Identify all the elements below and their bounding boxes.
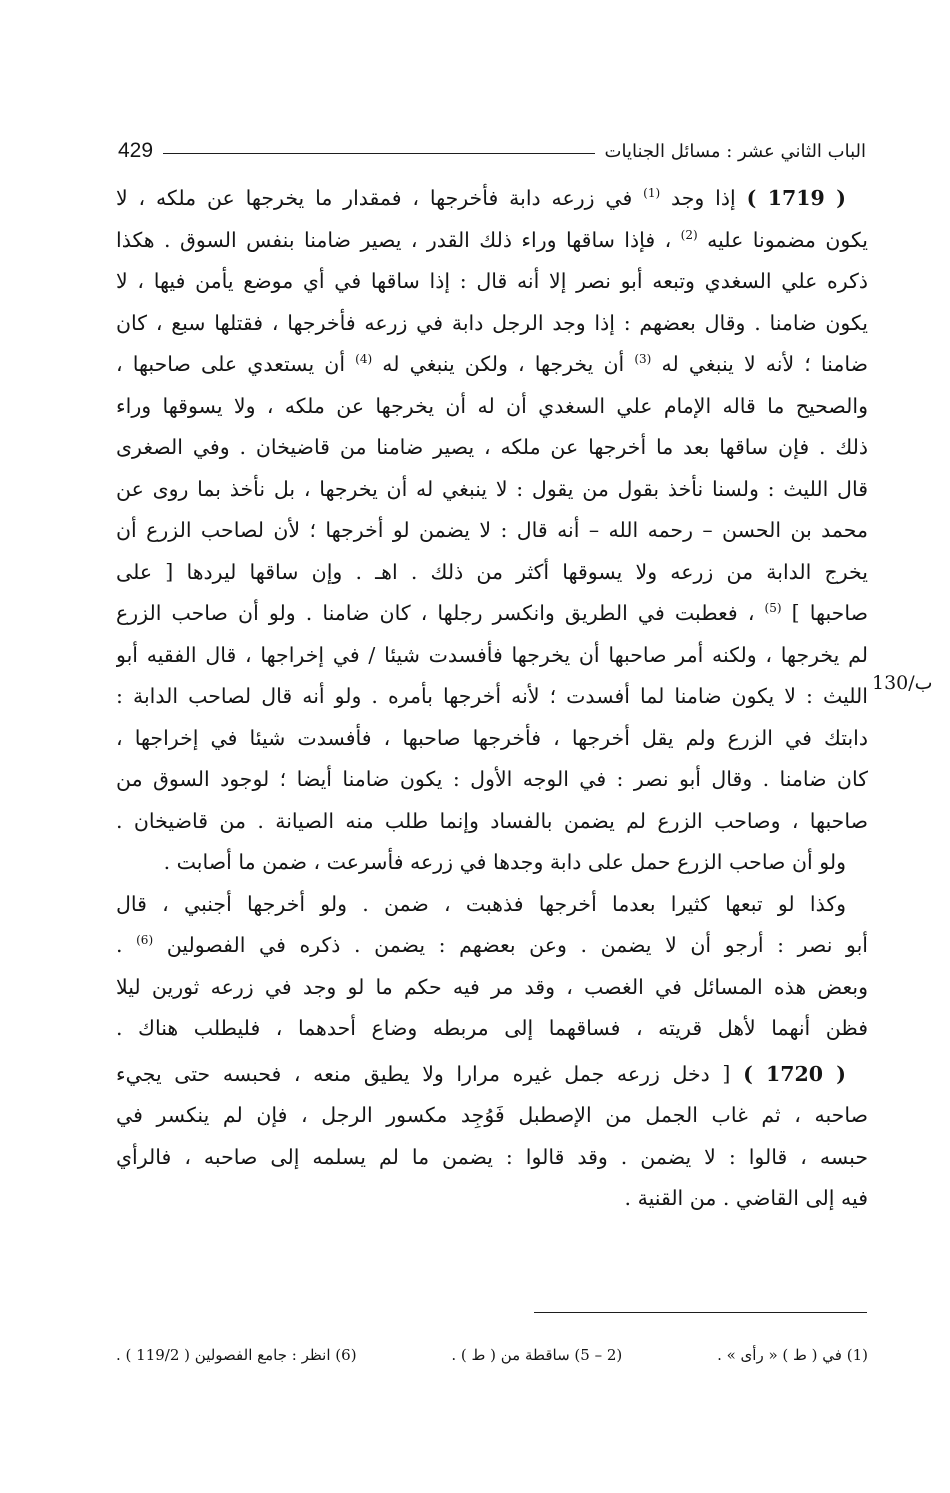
paragraph-text: إذا وجد $^{(1)}$ في زرعه دابة فأخرجها ، فمقدار ما يخرجها عن ملكه ، لا (116, 186, 736, 210)
footnote: (1) في ( ط ) « رأى » . (717, 1346, 868, 1364)
text-line: ذكره علي السغدي وتبعه أبو نصر إلا أنه قال : إذا ساقها في أي موضع يأمن فيها ، لا (116, 269, 868, 293)
text-line: صاحبه ، ثم غاب الجمل من الإصطبل فَوُجِد مكسور الرجل ، فإن لم ينكسر في (116, 1103, 868, 1127)
paragraph-text: [ دخل زرعه جمل غيره مرارا ولا يطيق منعه ، فحبسه حتى يجيء (116, 1061, 731, 1086)
text-line: ذلك . فإن ساقها بعد ما أخرجها عن ملكه ، يصير ضامنا من قاضيخان . وفي الصغرى (116, 435, 868, 459)
text-line: يكون مضمونا عليه $^{(2)}$ ، فإذا ساقها وراء ذلك القدر ، يصير ضامنا بنفس السوق . هكذا (116, 227, 868, 252)
entry-number: ( 1719 ) (746, 186, 846, 210)
text-line: لم يخرجها ، ولكنه أمر صاحبها أن يخرجها فأفسدت شيئا / في إخراجها ، قال الفقيه أبو (116, 642, 868, 667)
text-line: حبسه ، قالوا : لا يضمن . وقد قالوا : يضمن ما لم يسلمه إلى صاحبه ، فالرأي (116, 1144, 868, 1169)
footnote-separator (534, 1312, 867, 1313)
text-line: يخرج الدابة من زرعه ولا يسوقها أكثر من ذلك . اهـ . وإن ساقها ليردها [ على (116, 559, 868, 584)
footnote-marker: (3) (634, 352, 652, 367)
entry-number: ( 1720 ) (743, 1061, 846, 1086)
text-line: دابتك في الزرع ولم يقل أخرجها ، فأخرجها صاحبها ، فأفسدت شيئا في إخراجها ، (116, 725, 868, 750)
footnotes (116, 1342, 868, 1368)
text-line: محمد بن الحسن – رحمه الله – أنه قال : لا يضمن لو أخرجها ؛ لأن لصاحب الزرع أن (116, 518, 868, 542)
footnote: (6) انظر : جامع الفصولين ( 119/2 ) . (116, 1346, 357, 1364)
text-line: وبعض هذه المسائل في الغصب ، وقد مر فيه حكم ما لو وجد في زرعه ثورين ليلا (116, 974, 868, 999)
paragraph-line: وكذا لو تبعها كثيرا بعدما أخرجها فذهبت ، ضمن . ولو أخرجها أجنبي ، قال (116, 891, 846, 916)
chapter-title: الباب الثاني عشر : مسائل الجنايات (604, 140, 866, 162)
footnote: (2 – 5) ساقطة من ( ط ) . (451, 1346, 623, 1364)
text-line: ضامنا ؛ لأنه لا ينبغي له $^{(3)}$ أن يخرجها ، ولكن ينبغي له $^{(4)}$ أن يستعدي على صاحبها ، (116, 352, 868, 376)
text-line: صاحبها ، وصاحب الزرع لم يضمن بالفساد وإنما طلب منه الصيانة . من قاضيخان . (116, 808, 868, 833)
footnote-marker: (5) (764, 601, 782, 616)
paragraph-1720-first-line (116, 1054, 868, 1096)
footnote-marker: (6) (136, 933, 154, 948)
footnote-marker: (4) (355, 352, 373, 367)
footnote-marker: (2) (680, 227, 698, 242)
manuscript-folio-marker: 130/ب (872, 672, 933, 694)
page-number: 429 (118, 139, 154, 162)
paragraph-line: ولو أن صاحب الزرع حمل على دابة وجدها في زرعه فأسرعت ، ضمن ما أصابت . (163, 850, 846, 874)
running-header (118, 136, 866, 166)
main-text (116, 178, 868, 1220)
text-line: قال الليث : ولسنا نأخذ بقول من يقول : لا ينبغي له أن يخرجها ، بل نأخذ بما روى عن (116, 476, 868, 501)
text-line: والصحيح ما قاله الإمام علي السغدي أن له أن يخرجها عن ملكه ، ولا يسوقها وراء (116, 393, 868, 418)
text-line: كان ضامنا . وقال أبو نصر : في الوجه الأول : يكون ضامنا أيضا ؛ لوجود السوق من (116, 767, 868, 791)
footnote-marker: (1) (643, 186, 661, 201)
text-line: صاحبها ] $^{(5)}$ ، فعطبت في الطريق وانكسر رجلها ، كان ضامنا . ولو أن صاحب الزرع (116, 601, 868, 625)
text-line: فيه إلى القاضي . من القنية . (624, 1186, 868, 1210)
text-line: يكون ضامنا . وقال بعضهم : إذا وجد الرجل دابة في زرعه فأخرجها ، فقتلها سبع ، كان (116, 310, 868, 335)
text-line: الليث : لا يكون ضامنا لما أفسدت ؛ لأنه أخرجها بأمره . ولو أنه قال لصاحب الدابة : (116, 684, 868, 708)
header-rule (163, 153, 595, 154)
text-line: فظن أنهما لأهل قريته ، فساقهما إلى مربطه وضاع أحدهما ، فليطلب هناك . (116, 1016, 868, 1040)
paragraph-1719-first-line (116, 178, 868, 220)
text-line: أبو نصر : أرجو أن لا يضمن . وعن بعضهم : يضمن . ذكره في الفصولين $^{(6)}$ . (116, 933, 868, 957)
